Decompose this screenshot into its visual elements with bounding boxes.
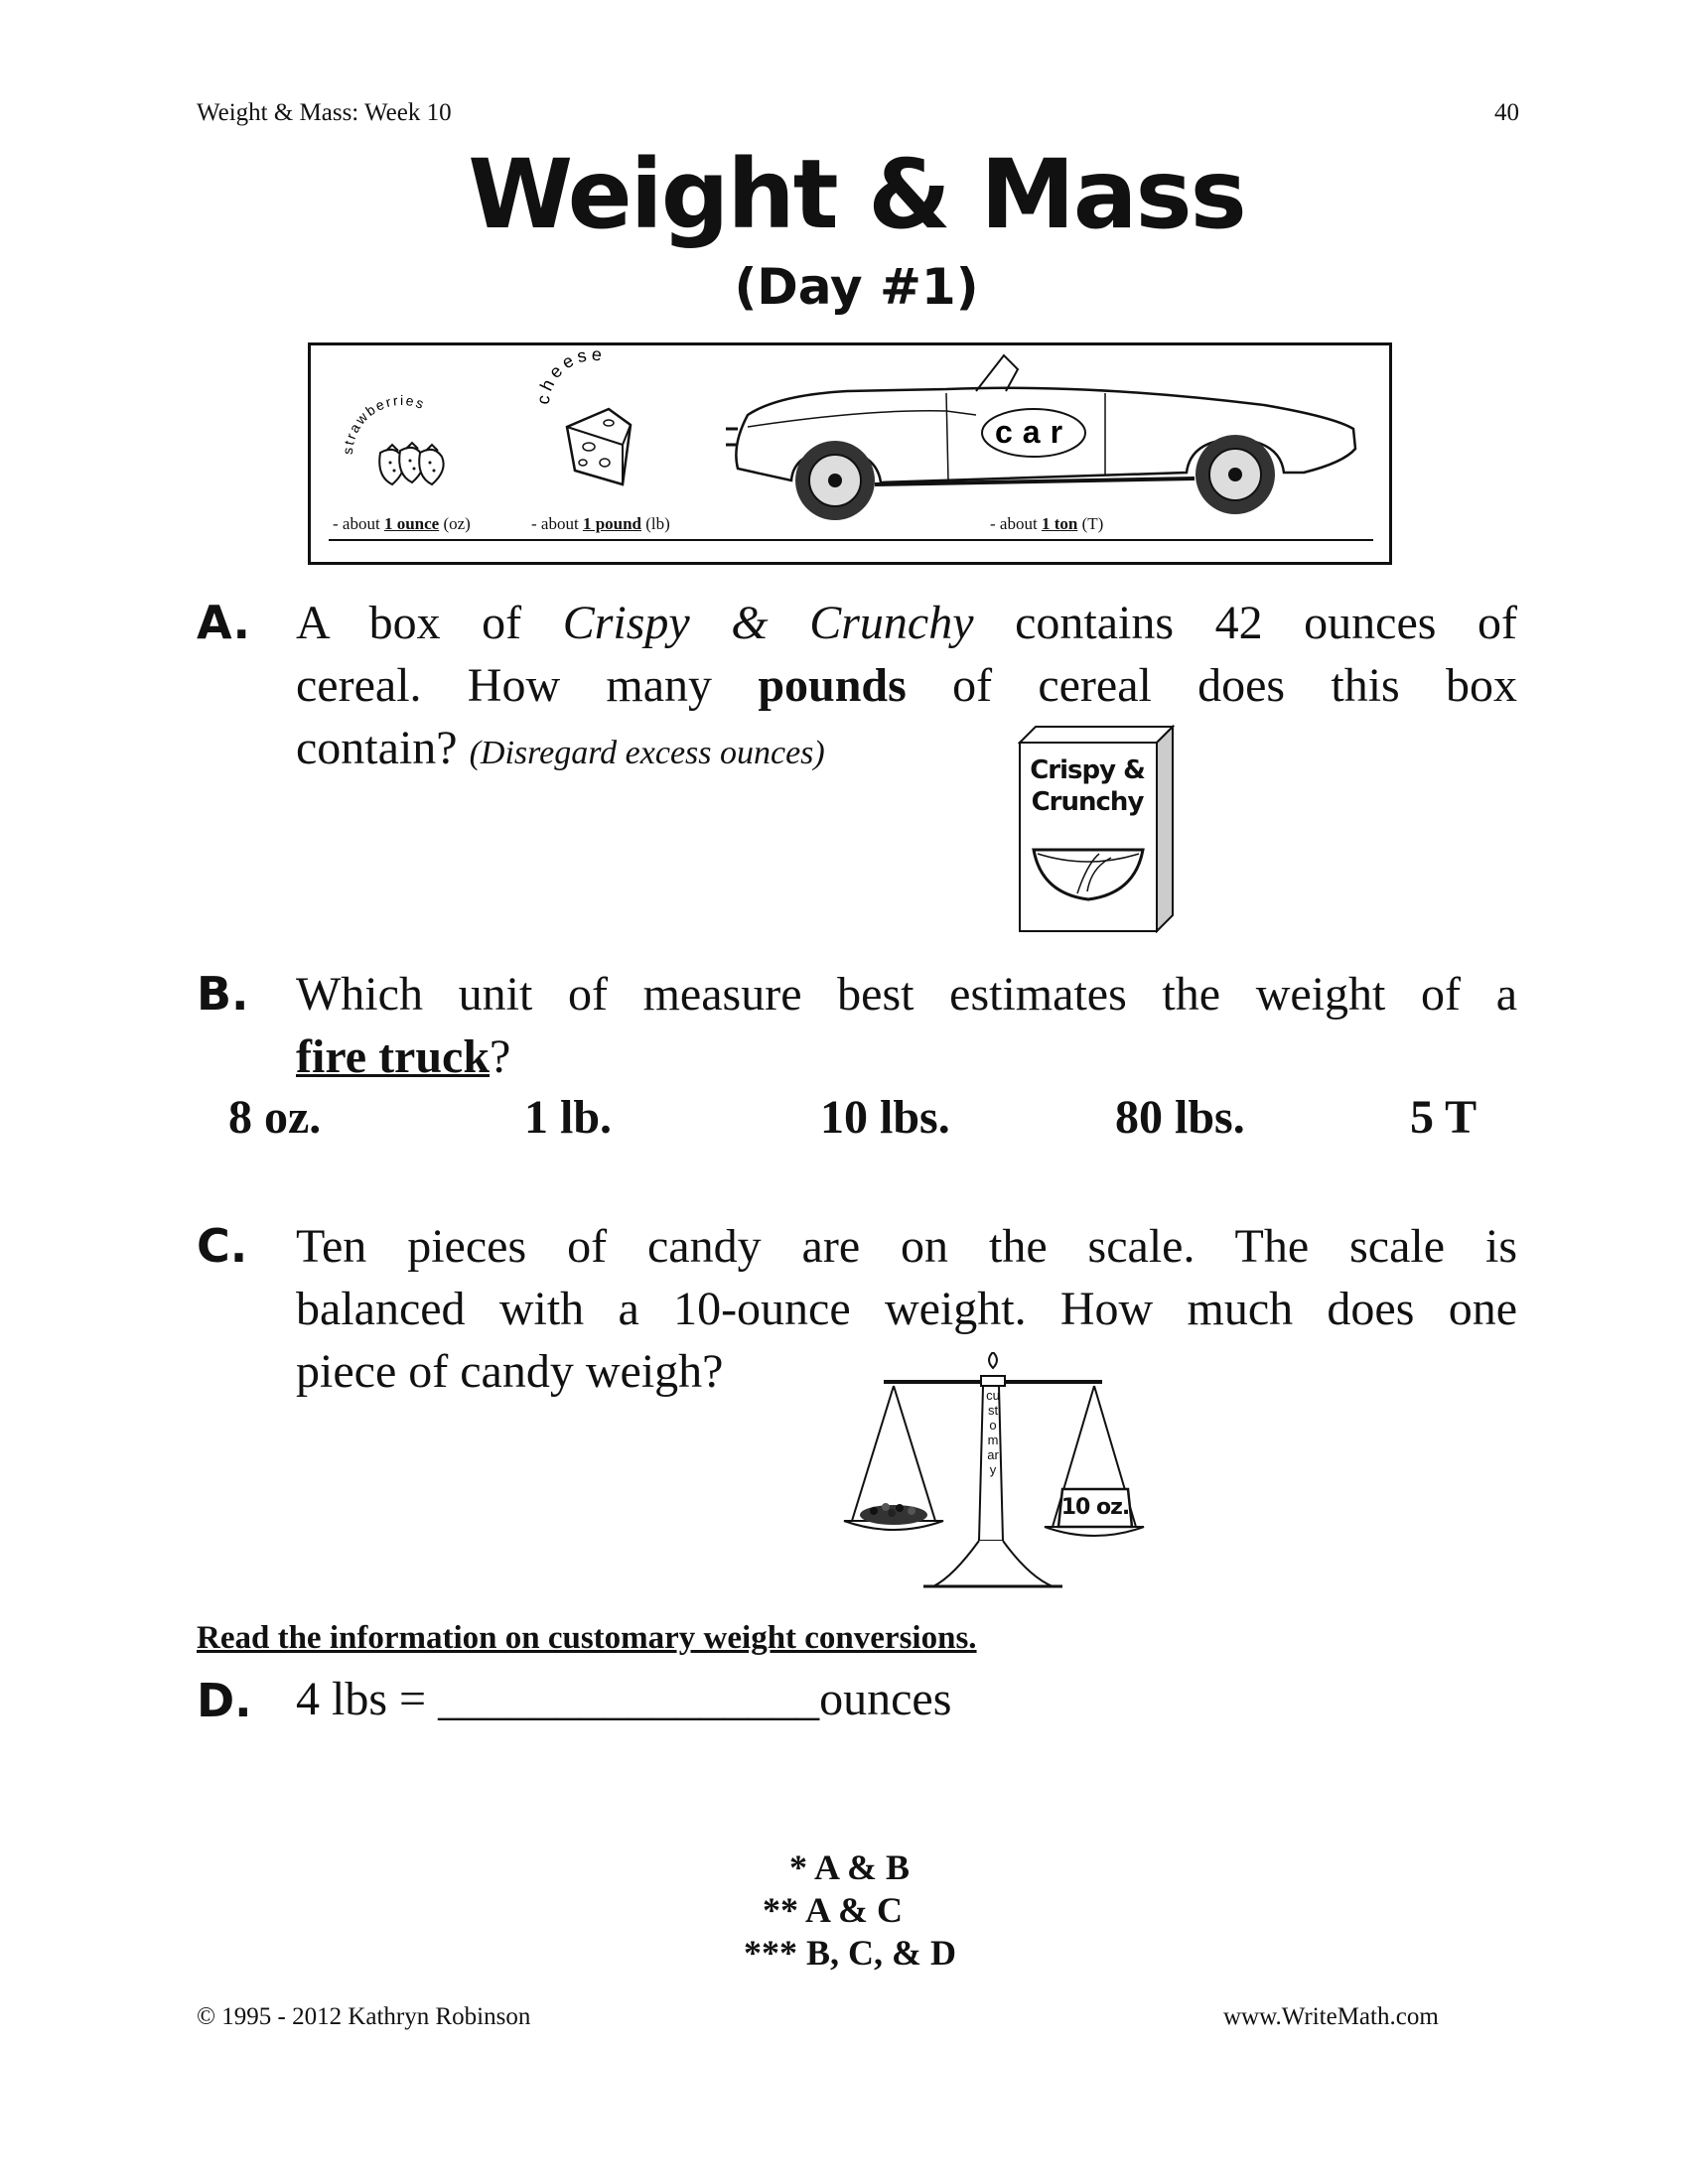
cereal-box-line1: Crispy & <box>1030 755 1145 785</box>
reference-illustrations <box>311 345 1389 562</box>
scale-label: customary <box>986 1388 1000 1477</box>
question-c-letter: C. <box>197 1219 248 1273</box>
page-title: Weight & Mass <box>468 139 1245 250</box>
footer-website[interactable]: www.WriteMath.com <box>1223 2003 1439 2030</box>
question-c-text: Ten pieces of candy are on the scale. The scale is balanced with a 10-ounce weight. How much does one piece of candy weigh? <box>296 1220 1517 1398</box>
answer-blank[interactable]: ________________ <box>438 1673 820 1725</box>
fire-truck-text: fire truck <box>296 1030 491 1083</box>
level-1: * A & B <box>789 1847 911 1887</box>
cheese-icon <box>533 345 638 484</box>
option-3[interactable]: 10 lbs. <box>820 1091 950 1144</box>
page-number: 40 <box>1494 99 1519 126</box>
option-4[interactable]: 80 lbs. <box>1115 1091 1245 1144</box>
instruction-text: Read the information on customary weight conversions. <box>197 1620 977 1656</box>
question-d-letter: D. <box>197 1674 252 1727</box>
question-b-letter: B. <box>197 967 249 1021</box>
option-5[interactable]: 5 T <box>1410 1091 1477 1144</box>
cereal-box-image <box>1018 725 1175 933</box>
level-2: ** A & C <box>763 1890 904 1930</box>
cereal-box-line2: Crunchy <box>1031 787 1144 817</box>
brand-name: Crispy & Crunchy <box>562 597 974 649</box>
ton-caption: - about 1 ton (T) <box>990 514 1104 533</box>
ounce-caption: - about 1 ounce (oz) <box>333 514 471 533</box>
reference-box <box>308 342 1392 565</box>
strawberries-icon <box>340 392 452 484</box>
option-2[interactable]: 1 lb. <box>524 1091 613 1144</box>
question-d-text: 4 lbs = ________________ounces <box>296 1673 952 1725</box>
car-icon <box>726 355 1355 520</box>
option-1[interactable]: 8 oz. <box>228 1091 322 1144</box>
question-a-text: A box of Crispy & Crunchy contains 42 ounces of cereal. How many pounds of cereal does this box contain? (Disregard excess ounces) <box>296 597 1518 774</box>
page-subtitle: (Day #1) <box>734 258 979 316</box>
question-b-text: Which unit of measure best estimates the weight of a fire truck? <box>296 968 1517 1083</box>
pound-caption: - about 1 pound (lb) <box>531 514 670 533</box>
question-a-note: (Disregard excess ounces) <box>469 735 825 771</box>
car-label: car <box>994 414 1073 450</box>
cheese-label: cheese <box>532 345 607 406</box>
balance-scale-image <box>834 1352 1152 1606</box>
strawberries-label: strawberries <box>339 391 428 456</box>
question-a-letter: A. <box>197 596 250 649</box>
level-3: *** B, C, & D <box>744 1933 956 1973</box>
footer-copyright: © 1995 - 2012 Kathryn Robinson <box>197 2003 531 2030</box>
svg-text:cheese <box>533 345 607 406</box>
header-left: Weight & Mass: Week 10 <box>197 99 452 126</box>
weight-label: 10 oz. <box>1060 1495 1130 1520</box>
